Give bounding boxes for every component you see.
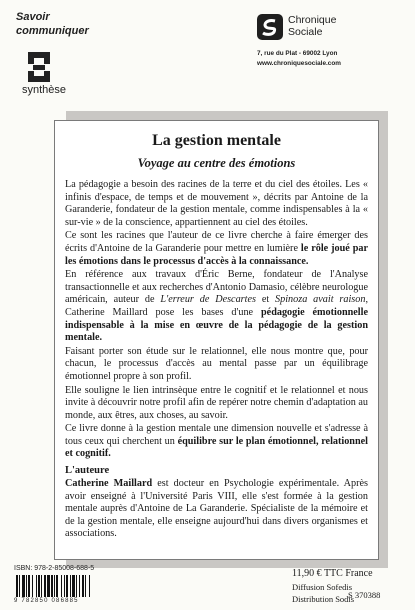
paragraph-6	[65, 423, 368, 461]
author-name: Catherine Maillard	[65, 478, 153, 490]
paragraph-3-text: En référence aux travaux d'Éric Berne, fondateur de l'Analyse transactionnelle et aux recherches d'Antonio Damasio, célèbre neurologue américain, auteur de	[65, 269, 368, 306]
series-name: synthèse	[22, 84, 67, 96]
diffusion: Diffusion Sofedis	[292, 582, 353, 592]
paragraph-3-text-2: , Catherine Maillard pose les bases d'une	[65, 294, 368, 318]
book-reference-2: Spinoza avait raison	[275, 294, 366, 306]
paragraph-2-bold: le rôle joué par les émotions dans le processus d'accès à la connaissance.	[65, 242, 368, 267]
series-label	[16, 10, 136, 38]
publisher-logo-icon	[257, 14, 283, 40]
publisher-name	[288, 14, 336, 38]
publisher-name-line2: Sociale	[288, 26, 323, 38]
summary-box	[54, 120, 379, 560]
reference-code: S 370388	[348, 590, 381, 600]
author-bio-text: est docteur en Psychologie expérimentale. Après avoir enseigné à l'Université Paris VIII, elle s'est formée à la gestion mentale auprès d'Antoine de La Garanderie. Spécialiste de la mémoire et de la gestion mentale, elle enseigne aujourd'hui dans divers organismes et associations.	[65, 478, 368, 540]
paragraph-5: Elle souligne le lien intrinsèque entre le cognitif et le relationnel et nous invite à découvrir notre profil afin de repérer notre chemin d'adaptation au monde, aux êtres, aux choses, au savoir.	[65, 384, 368, 421]
publisher-address: 7, rue du Plat - 69002 Lyon	[257, 50, 338, 57]
price: 11,90 € TTC France	[292, 568, 373, 579]
publisher-name-line1: Chronique	[288, 14, 337, 26]
series-line1: Savoir	[16, 11, 50, 23]
paragraph-2	[65, 230, 368, 268]
series-line2: communiquer	[16, 25, 89, 37]
paragraph-1: La pédagogie a besoin des racines de la terre et du ciel des étoiles. Les « infinis d'espace, de temps et de mouvement », décrits par Antoine de la Garanderie, fondateur de la gestion mentale, comme indispensables à la « sur-vie » de la conscience, appartiennent au ciel des étoiles.	[65, 179, 368, 228]
paragraph-3	[65, 269, 368, 345]
barcode-digits: 9 782850 086885	[14, 598, 79, 604]
paragraph-6-text: Ce livre donne à la gestion mentale une dimension nouvelle et s'adresse à tous ceux qui cherchent un	[65, 423, 368, 447]
paragraph-2-text: Ce sont les racines que l'auteur de ce livre cherche à faire émerger des écrits d'Antoine de la Garanderie pour mettre en lumière	[65, 230, 368, 254]
paragraph-3-joiner: et	[255, 294, 276, 306]
author-heading: L'auteure	[65, 465, 110, 477]
distribution: Distribution Sodis	[292, 594, 355, 604]
book-title: La gestion mentale	[152, 132, 281, 149]
book-reference-1: L'erreur de Descartes	[160, 294, 256, 306]
book-subtitle: Voyage au centre des émotions	[137, 156, 296, 170]
isbn: ISBN: 978-2-85008-688-5	[14, 565, 95, 572]
publisher-website: www.chroniquesociale.com	[257, 60, 341, 67]
paragraph-4: Faisant porter son étude sur le relationnel, elle nous montre que, pour chacun, le processus d'accès au mental passe par un équilibrage émotionnel propre à son profil.	[65, 345, 368, 382]
paragraph-6-bold: équilibre sur le plan émotionnel, relationnel et cognitif.	[65, 435, 368, 460]
paragraph-3-bold: pédagogie émotionnelle indispensable à la mise en œuvre de la pédagogie de la gestion mentale.	[65, 306, 368, 344]
author-bio	[65, 478, 368, 541]
series-logo-icon	[28, 52, 50, 82]
